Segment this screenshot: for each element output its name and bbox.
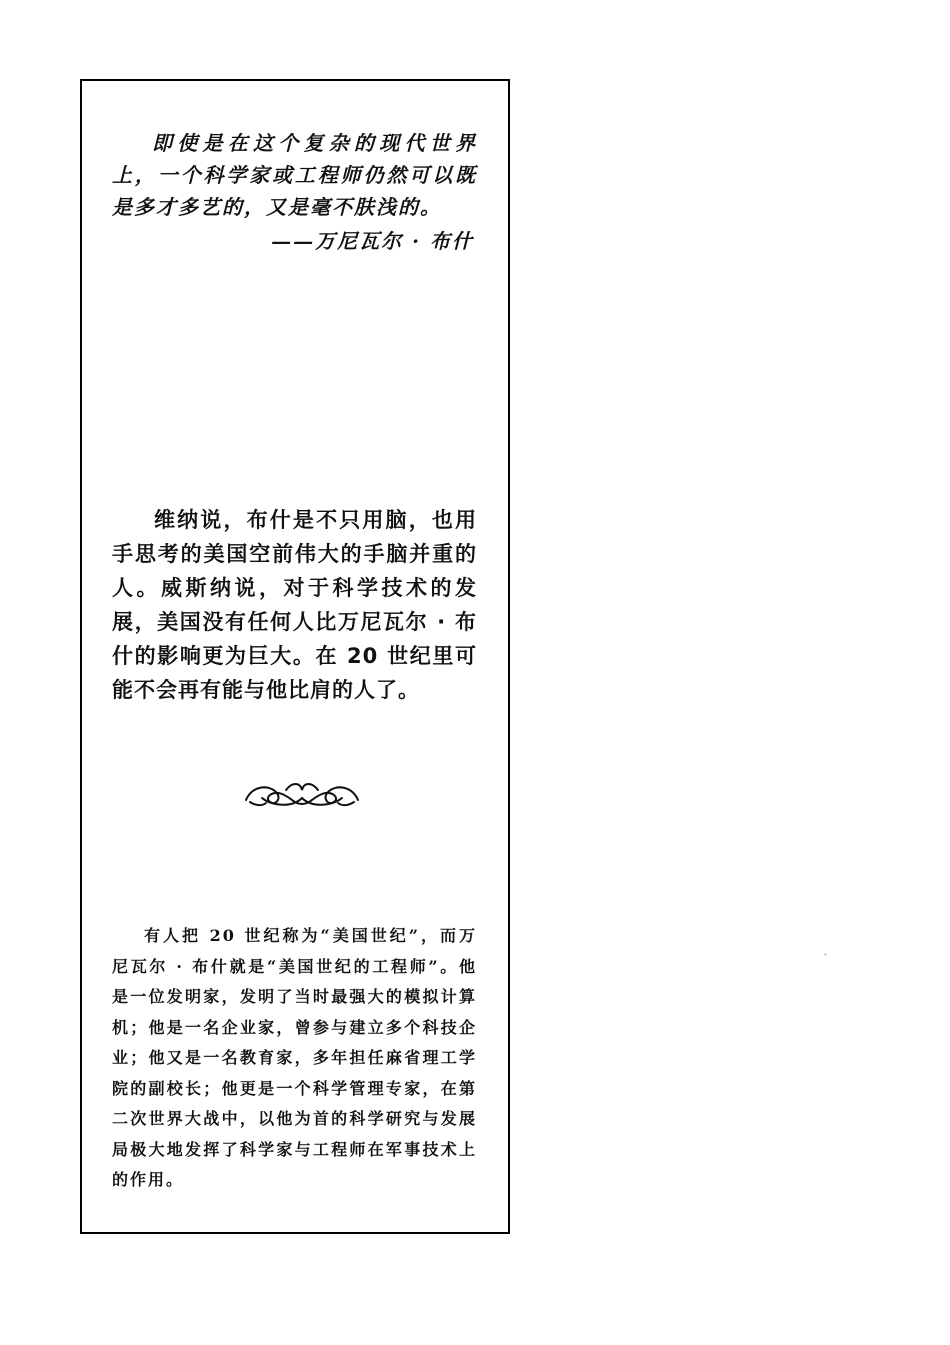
flourish-ornament-icon (242, 776, 362, 812)
bottom-paragraph-text: 有人把 20 世纪称为“美国世纪”，而万尼瓦尔 · 布什就是“美国世纪的工程师”。他是一位发明家，发明了当时最强大的模拟计算机；他是一名企业家，曾参与建立多个科技企业；他又是一名教育家，多年担任麻省理工学院的副校长；他更是一个科学管理专家，在第二次世界大战中，以他为首的科学研究与发展局极大地发挥了科学家与工程师在军事技术上的作用。 (112, 926, 477, 1189)
page-frame (80, 79, 510, 1234)
scan-speck (824, 953, 827, 956)
epigraph-text: 即使是在这个复杂的现代世界上，一个科学家或工程师仍然可以既是多才多艺的，又是毫不肤浅的。 (112, 131, 477, 219)
epigraph-quote (112, 127, 477, 223)
middle-paragraph-text: 维纳说，布什是不只用脑，也用手思考的美国空前伟大的手脑并重的人。威斯纳说，对于科学技术的发展，美国没有任何人比万尼瓦尔 · 布什的影响更为巨大。在 20 世纪里可能不会再有能与他比肩的人了。 (112, 508, 477, 702)
bottom-paragraph (112, 921, 477, 1196)
epigraph-attribution: ——万尼瓦尔 · 布什 (271, 229, 474, 253)
middle-paragraph (112, 503, 477, 707)
